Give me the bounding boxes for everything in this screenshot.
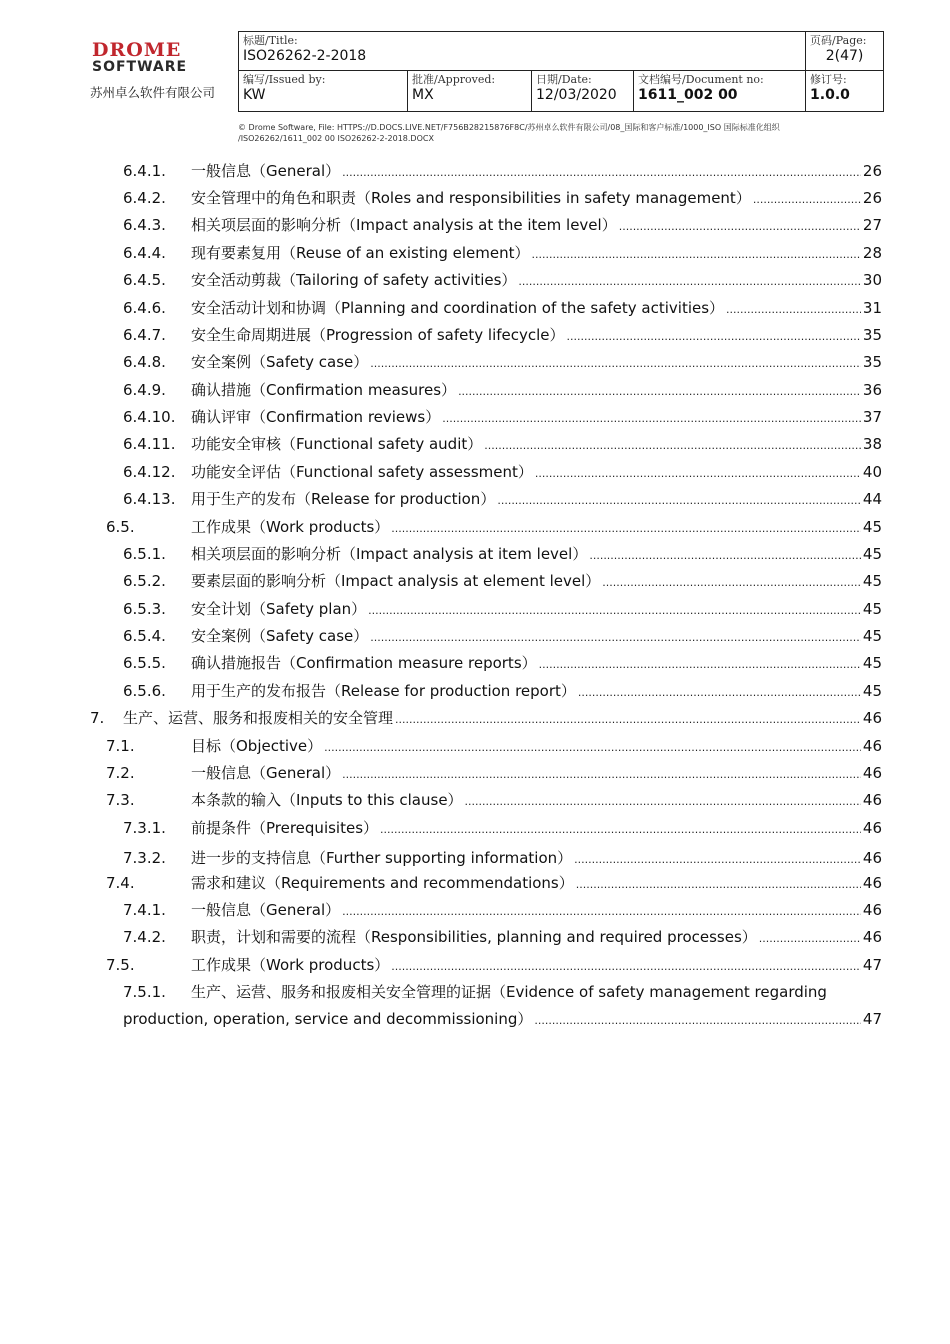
- toc-entry[interactable]: [123, 325, 882, 345]
- toc-entry-number: 6.4.13.: [123, 490, 176, 508]
- toc-entry-title: 安全活动剪裁（Tailoring of safety activities）: [191, 271, 517, 289]
- toc-entry[interactable]: [123, 188, 882, 208]
- toc-entry-number: 6.4.7.: [123, 326, 166, 344]
- file-path-line1: © Drome Software, File: HTTPS://D.DOCS.LIVE.NET/F756B28215876F8C/苏州卓么软件有限公司/08_国际和客户标准/1000_ISO 国际标准化组织: [238, 123, 780, 132]
- toc-entry-title-line2: production, operation, service and decommissioning）: [123, 1010, 533, 1028]
- toc-leader-dots: [324, 736, 861, 756]
- toc-entry-title: 安全管理中的角色和职责（Roles and responsibilities in safety management）: [191, 189, 751, 207]
- toc-entry-page: 37: [862, 408, 882, 426]
- date-cell: [532, 71, 634, 112]
- toc-leader-dots: [342, 900, 861, 920]
- toc-entry-page: 38: [862, 435, 882, 453]
- toc-leader-dots: [497, 489, 861, 509]
- title-value: ISO26262-2-2018: [243, 48, 367, 64]
- docno-value: 1611_002 00: [638, 87, 738, 103]
- toc-entry[interactable]: [106, 790, 882, 810]
- toc-entry-last[interactable]: [123, 982, 827, 1002]
- toc-leader-dots: [535, 462, 861, 482]
- toc-entry[interactable]: [123, 681, 882, 701]
- toc-entry-title: 相关项层面的影响分析（Impact analysis at the item level）: [191, 216, 617, 234]
- toc-leader-dots: [574, 848, 861, 868]
- revision-value: 1.0.0: [810, 87, 850, 103]
- toc-entry[interactable]: [123, 927, 882, 947]
- file-path-note: [238, 122, 868, 144]
- toc-entry-number: 7.3.: [106, 791, 135, 809]
- toc-entry-title: 确认措施报告（Confirmation measure reports）: [191, 654, 537, 672]
- toc-entry-number: 6.4.6.: [123, 299, 166, 317]
- toc-entry-page: 46: [862, 819, 882, 837]
- toc-leader-dots: [534, 1009, 861, 1029]
- toc-entry-title: 要素层面的影响分析（Impact analysis at element level）: [191, 572, 601, 590]
- toc-entry-title: 用于生产的发布（Release for production）: [191, 490, 496, 508]
- issued-value: KW: [243, 87, 266, 103]
- toc-entry[interactable]: [106, 955, 882, 975]
- toc-entry-number: 6.4.11.: [123, 435, 176, 453]
- toc-entry[interactable]: [106, 736, 882, 756]
- toc-entry-page: 31: [862, 299, 882, 317]
- toc-entry-title: 进一步的支持信息（Further supporting information）: [191, 849, 573, 867]
- date-value: 12/03/2020: [536, 87, 617, 103]
- toc-leader-dots: [532, 243, 861, 263]
- toc-leader-dots: [576, 873, 861, 893]
- toc-entry-number: 7.: [90, 709, 105, 727]
- page-cell: [806, 32, 884, 71]
- toc-entry-page: 46: [862, 901, 882, 919]
- toc-entry[interactable]: [123, 653, 882, 673]
- toc-entry-page: 27: [862, 216, 882, 234]
- toc-entry-last-line2[interactable]: [123, 1009, 882, 1029]
- toc-leader-dots: [602, 571, 861, 591]
- toc-entry-number: 6.4.9.: [123, 381, 166, 399]
- toc-entry-page: 26: [862, 162, 882, 180]
- toc-entry[interactable]: [123, 161, 882, 181]
- toc-entry-page: 45: [862, 572, 882, 590]
- toc-entry-page: 45: [862, 600, 882, 618]
- toc-entry-title: 确认措施（Confirmation measures）: [191, 381, 457, 399]
- document-header-table: [238, 31, 884, 112]
- toc-leader-dots: [370, 352, 861, 372]
- toc-entry-title: 功能安全审核（Functional safety audit）: [191, 435, 483, 453]
- toc-leader-dots: [619, 215, 861, 235]
- toc-entry-title: 一般信息（General）: [191, 162, 341, 180]
- company-logo: [90, 40, 240, 100]
- toc-leader-dots: [578, 681, 861, 701]
- toc-entry-title: 安全活动计划和协调（Planning and coordination of the safety activities）: [191, 299, 725, 317]
- page-value: 2(47): [825, 48, 864, 64]
- toc-entry-page: 35: [862, 353, 882, 371]
- toc-leader-dots: [567, 325, 861, 345]
- toc-entry[interactable]: [123, 571, 882, 591]
- toc-entry-page: 46: [862, 928, 882, 946]
- toc-entry[interactable]: [123, 298, 882, 318]
- toc-entry-number: 6.5.6.: [123, 682, 166, 700]
- toc-entry-number: 7.3.1.: [123, 819, 166, 837]
- toc-entry-page: 46: [862, 874, 882, 892]
- toc-entry[interactable]: [123, 599, 882, 619]
- toc-entry-page: 28: [862, 244, 882, 262]
- toc-entry[interactable]: [123, 270, 882, 290]
- toc-entry-page: 46: [862, 764, 882, 782]
- toc-entry-page: 45: [862, 654, 882, 672]
- toc-entry-page: 46: [862, 791, 882, 809]
- file-path-line2: /ISO26262/1611_002 00 ISO26262-2-2018.DOCX: [238, 134, 434, 143]
- toc-entry-number: 6.5.1.: [123, 545, 166, 563]
- toc-entry-page: 26: [862, 189, 882, 207]
- toc-leader-dots: [518, 270, 860, 290]
- toc-entry-page: 35: [862, 326, 882, 344]
- toc-leader-dots: [442, 407, 861, 427]
- toc-entry-number: 6.4.2.: [123, 189, 166, 207]
- toc-leader-dots: [380, 818, 861, 838]
- toc-entry-title: 现有要素复用（Reuse of an existing element）: [191, 244, 530, 262]
- toc-entry-title: 工作成果（Work products）: [191, 518, 390, 536]
- toc-entry[interactable]: [123, 544, 882, 564]
- toc-entry-title: 安全计划（Safety plan）: [191, 600, 367, 618]
- toc-entry-number: 7.3.2.: [123, 849, 166, 867]
- toc-entry-number: 6.4.1.: [123, 162, 166, 180]
- toc-entry-title: 确认评审（Confirmation reviews）: [191, 408, 441, 426]
- toc-entry-number: 6.4.3.: [123, 216, 166, 234]
- toc-leader-dots: [391, 955, 861, 975]
- toc-entry-number: 6.5.5.: [123, 654, 166, 672]
- toc-entry-page: 46: [862, 849, 882, 867]
- toc-entry-title: 安全生命周期进展（Progression of safety lifecycle）: [191, 326, 565, 344]
- toc-entry[interactable]: [123, 462, 882, 482]
- toc-entry-page: 40: [862, 463, 882, 481]
- toc-leader-dots: [753, 188, 861, 208]
- toc-entry-title: 一般信息（General）: [191, 901, 341, 919]
- toc-entry-title: 本条款的输入（Inputs to this clause）: [191, 791, 463, 809]
- date-label: 日期/Date:: [536, 73, 592, 86]
- toc-entry-title: 目标（Objective）: [191, 737, 323, 755]
- toc-entry[interactable]: [123, 243, 882, 263]
- approved-cell: [408, 71, 532, 112]
- toc-entry-title-line1: 生产、运营、服务和报废相关安全管理的证据（Evidence of safety management regarding: [191, 983, 827, 1001]
- toc-entry-number: 6.5.: [106, 518, 135, 536]
- toc-entry-title: 工作成果（Work products）: [191, 956, 390, 974]
- toc-leader-dots: [342, 161, 861, 181]
- toc-entry[interactable]: [106, 873, 882, 893]
- toc-entry[interactable]: [123, 215, 882, 235]
- logo-brand-top: DROME: [92, 39, 182, 61]
- toc-entry[interactable]: [123, 380, 882, 400]
- toc-leader-dots: [342, 763, 861, 783]
- toc-entry-page: 45: [862, 518, 882, 536]
- toc-entry-title: 功能安全评估（Functional safety assessment）: [191, 463, 533, 481]
- toc-leader-dots: [539, 653, 861, 673]
- toc-entry-title: 安全案例（Safety case）: [191, 353, 369, 371]
- issued-label: 编写/Issued by:: [243, 73, 326, 86]
- approved-label: 批准/Approved:: [412, 73, 496, 86]
- toc-leader-dots: [726, 298, 861, 318]
- toc-entry[interactable]: [123, 407, 882, 427]
- company-name: 苏州卓么软件有限公司: [90, 85, 216, 100]
- toc-leader-dots: [368, 599, 861, 619]
- toc-entry-page: 45: [862, 545, 882, 563]
- toc-entry[interactable]: [106, 763, 882, 783]
- toc-entry-page: 47: [862, 1010, 882, 1028]
- toc-entry[interactable]: [123, 352, 882, 372]
- toc-leader-dots: [484, 434, 861, 454]
- issued-cell: [239, 71, 408, 112]
- toc-entry[interactable]: [106, 517, 882, 537]
- toc-entry-title: 需求和建议（Requirements and recommendations）: [191, 874, 574, 892]
- toc-entry-page: 45: [862, 627, 882, 645]
- toc-entry-number: 7.4.: [106, 874, 135, 892]
- toc-leader-dots: [391, 517, 861, 537]
- toc-entry-title: 前提条件（Prerequisites）: [191, 819, 379, 837]
- toc-entry-number: 6.4.8.: [123, 353, 166, 371]
- toc-entry-title: 一般信息（General）: [191, 764, 341, 782]
- toc-entry-page: 30: [862, 271, 882, 289]
- toc-leader-dots: [458, 380, 861, 400]
- page-label: 页码/Page:: [810, 34, 867, 47]
- toc-entry[interactable]: [123, 848, 882, 868]
- toc-entry[interactable]: [123, 818, 882, 838]
- toc-leader-dots: [759, 927, 861, 947]
- toc-entry-number: 6.4.12.: [123, 463, 176, 481]
- toc-entry-number: 7.1.: [106, 737, 135, 755]
- toc-entry[interactable]: [123, 434, 882, 454]
- toc-entry[interactable]: [123, 626, 882, 646]
- revision-label: 修订号:: [810, 73, 847, 86]
- toc-entry-page: 46: [862, 709, 882, 727]
- toc-entry[interactable]: [123, 900, 882, 920]
- logo-brand-bottom: SOFTWARE: [92, 59, 188, 75]
- toc-entry-title: 安全案例（Safety case）: [191, 627, 369, 645]
- approved-value: MX: [412, 87, 434, 103]
- toc-entry-page: 36: [862, 381, 882, 399]
- toc-entry-page: 44: [862, 490, 882, 508]
- toc-leader-dots: [370, 626, 861, 646]
- toc-entry[interactable]: [123, 489, 882, 509]
- toc-entry-number: 6.5.3.: [123, 600, 166, 618]
- toc-entry-page: 47: [862, 956, 882, 974]
- toc-entry-number: 6.4.4.: [123, 244, 166, 262]
- toc-entry[interactable]: [90, 708, 882, 728]
- toc-entry-number: 6.4.10.: [123, 408, 176, 426]
- toc-entry-number: 6.5.2.: [123, 572, 166, 590]
- toc-entry-page: 45: [862, 682, 882, 700]
- toc-entry-title: 相关项层面的影响分析（Impact analysis at item level）: [191, 545, 588, 563]
- title-label: 标题/Title:: [243, 34, 298, 47]
- toc-entry-number: 7.2.: [106, 764, 135, 782]
- toc-leader-dots: [395, 708, 861, 728]
- revision-cell: [806, 71, 884, 112]
- title-cell: [239, 32, 806, 71]
- toc-entry-title: 生产、运营、服务和报废相关的安全管理: [123, 709, 394, 727]
- toc-entry-number: 6.5.4.: [123, 627, 166, 645]
- toc-entry-number: 6.4.5.: [123, 271, 166, 289]
- toc-leader-dots: [465, 790, 861, 810]
- toc-entry-page: 46: [862, 737, 882, 755]
- toc-entry-number: 7.4.2.: [123, 928, 166, 946]
- toc-leader-dots: [589, 544, 861, 564]
- toc-entry-number: 7.5.1.: [123, 983, 166, 1001]
- toc-entry-number: 7.5.: [106, 956, 135, 974]
- docno-cell: [634, 71, 806, 112]
- toc-entry-number: 7.4.1.: [123, 901, 166, 919]
- toc-entry-title: 职责，计划和需要的流程（Responsibilities, planning and required processes）: [191, 928, 757, 946]
- docno-label: 文档编号/Document no:: [638, 73, 764, 86]
- toc-entry-title: 用于生产的发布报告（Release for production report）: [191, 682, 576, 700]
